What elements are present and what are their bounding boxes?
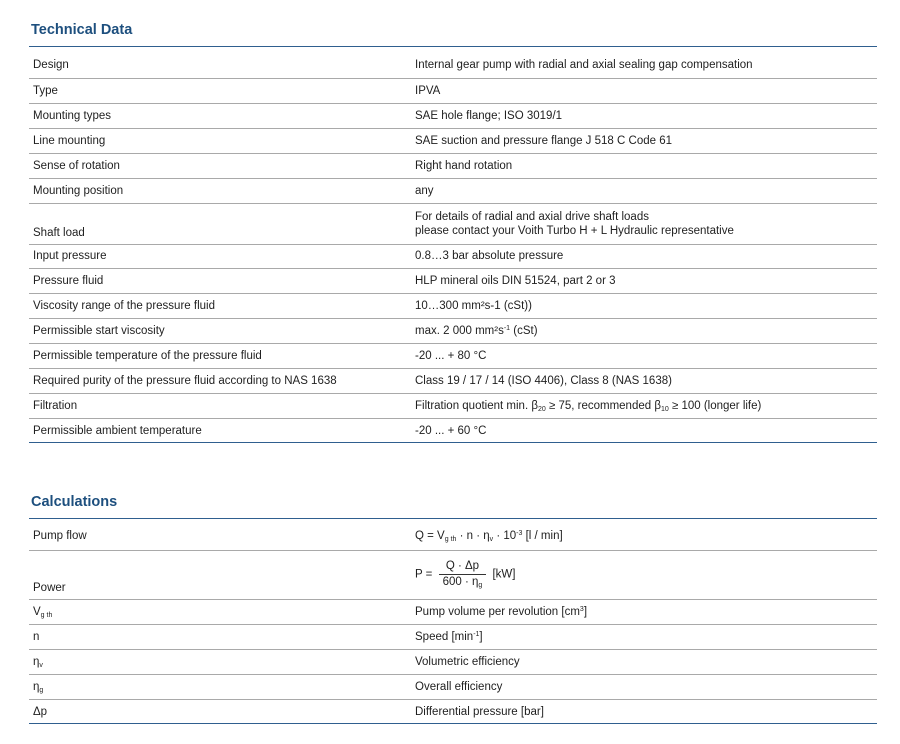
- row-value: IPVA: [412, 78, 877, 103]
- value-superscript: -1: [503, 324, 511, 332]
- table-row: [29, 550, 877, 599]
- row-value: 0.8…3 bar absolute pressure: [412, 244, 877, 268]
- value-text: ≥ 75, recommended β: [545, 399, 661, 412]
- row-label: Input pressure: [29, 244, 412, 268]
- power-fraction: [439, 560, 487, 589]
- row-label: Permissible temperature of the pressure fluid: [29, 343, 412, 368]
- row-description: Volumetric efficiency: [412, 649, 877, 674]
- row-symbol: Δp: [33, 705, 48, 718]
- row-description: Overall efficiency: [412, 674, 877, 699]
- table-row: [29, 674, 877, 699]
- table-row: [29, 293, 877, 318]
- table-row: [29, 393, 877, 418]
- table-row: [29, 368, 877, 393]
- formula-subscript: g th: [444, 536, 457, 544]
- row-label: Line mounting: [29, 128, 412, 153]
- row-value: [412, 203, 877, 244]
- row-symbol: n: [29, 624, 412, 649]
- technical-data-bottom-rule: [29, 442, 877, 443]
- row-label: Required purity of the pressure fluid according to NAS 1638: [29, 368, 412, 393]
- row-label: Mounting types: [29, 103, 412, 128]
- fraction-denominator: [439, 575, 487, 589]
- value-subscript: 10: [660, 405, 669, 413]
- formula-text: · n · η: [456, 530, 490, 543]
- formula-subscript: v: [489, 536, 494, 544]
- formula-text: P =: [415, 568, 436, 581]
- value-text: Filtration quotient min. β: [415, 399, 538, 412]
- row-label: Viscosity range of the pressure fluid: [29, 293, 412, 318]
- row-value: -20 ... + 80 °C: [412, 343, 877, 368]
- row-label: Filtration: [29, 393, 412, 418]
- row-value: -20 ... + 60 °C: [415, 424, 487, 437]
- table-row: [29, 343, 877, 368]
- row-label: Pressure fluid: [29, 268, 412, 293]
- row-value: SAE suction and pressure flange J 518 C Code 61: [412, 128, 877, 153]
- table-row: [29, 624, 877, 649]
- row-label: Permissible start viscosity: [29, 318, 412, 343]
- table-row: [29, 53, 877, 78]
- table-row: [29, 128, 877, 153]
- table-row: [29, 78, 877, 103]
- row-label: Shaft load: [29, 203, 412, 244]
- desc-superscript: -1: [473, 630, 480, 638]
- desc-text: ]: [583, 605, 588, 618]
- calculations-bottom-rule: [29, 723, 877, 724]
- technical-data-title: Technical Data: [31, 22, 133, 38]
- row-label: Mounting position: [29, 178, 412, 203]
- row-value: [412, 393, 877, 418]
- formula-text: [l / min]: [522, 530, 563, 543]
- row-label: Type: [29, 78, 412, 103]
- table-row: [29, 699, 877, 724]
- desc-text: Speed [min: [415, 630, 474, 643]
- formula-text: [kW]: [489, 568, 516, 581]
- row-label: Power: [29, 550, 412, 599]
- row-value: Right hand rotation: [412, 153, 877, 178]
- desc-text: Pump volume per revolution [cm: [415, 605, 580, 618]
- row-description: [412, 624, 877, 649]
- fraction-numerator: Q · Δp: [439, 560, 487, 575]
- table-row: [29, 649, 877, 674]
- symbol-text: η: [33, 680, 40, 693]
- symbol-subscript: v: [39, 661, 43, 669]
- row-label: Design: [29, 53, 412, 78]
- value-text: (cSt): [510, 324, 538, 337]
- value-text: ≥ 100 (longer life): [668, 399, 762, 412]
- row-label: Sense of rotation: [29, 153, 412, 178]
- pump-flow-formula: [412, 523, 877, 550]
- table-row: [29, 244, 877, 268]
- row-symbol: [29, 674, 412, 699]
- row-value: SAE hole flange; ISO 3019/1: [412, 103, 877, 128]
- row-symbol: [29, 649, 412, 674]
- table-row: [29, 599, 877, 624]
- formula-text: Q = V: [415, 530, 445, 543]
- table-row: [29, 153, 877, 178]
- row-value: any: [412, 178, 877, 203]
- formula-text: · 10: [493, 530, 517, 543]
- table-row: [29, 203, 877, 244]
- row-value-line: please contact your Voith Turbo H + L Hydraulic representative: [415, 224, 734, 237]
- table-row: [29, 103, 877, 128]
- row-value: Class 19 / 17 / 14 (ISO 4406), Class 8 (NAS 1638): [412, 368, 877, 393]
- table-row: [29, 418, 877, 443]
- row-value: Internal gear pump with radial and axial sealing gap compensation: [412, 53, 877, 78]
- row-value-line: For details of radial and axial drive shaft loads: [415, 210, 649, 223]
- table-row: [29, 178, 877, 203]
- row-value: [412, 318, 877, 343]
- calculations-table: [29, 523, 877, 724]
- power-formula: [412, 550, 877, 599]
- row-value: 10…300 mm²s-1 (cSt)): [412, 293, 877, 318]
- calculations-top-rule: [29, 518, 877, 519]
- formula-subscript: g: [478, 582, 483, 589]
- row-label: Pump flow: [29, 523, 412, 550]
- table-row: [29, 523, 877, 550]
- row-value: HLP mineral oils DIN 51524, part 2 or 3: [412, 268, 877, 293]
- table-row: [29, 318, 877, 343]
- technical-data-table: [29, 53, 877, 443]
- symbol-text: V: [33, 605, 41, 618]
- row-description: [412, 599, 877, 624]
- value-subscript: 20: [537, 405, 546, 413]
- formula-superscript: -3: [516, 530, 523, 538]
- row-label: Permissible ambient temperature: [33, 424, 202, 437]
- technical-data-top-rule: [29, 46, 877, 47]
- value-text: max. 2 000 mm²s: [415, 324, 504, 337]
- desc-text: ]: [479, 630, 483, 643]
- symbol-text: η: [33, 655, 40, 668]
- symbol-subscript: g th: [40, 611, 53, 619]
- desc-superscript: 3: [579, 605, 584, 613]
- formula-text: 600 · η: [442, 576, 479, 588]
- row-description: Differential pressure [bar]: [415, 705, 544, 718]
- row-symbol: [29, 599, 412, 624]
- calculations-title: Calculations: [31, 494, 118, 510]
- table-row: [29, 268, 877, 293]
- symbol-subscript: g: [39, 686, 44, 694]
